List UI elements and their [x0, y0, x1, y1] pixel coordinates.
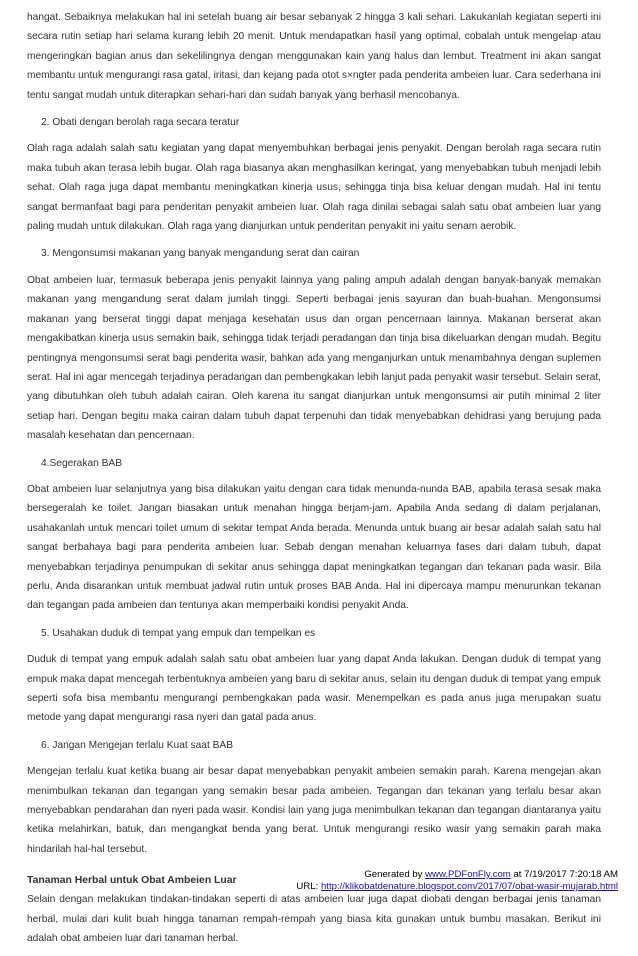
paragraph-mengejan: Mengejan terlalu kuat ketika buang air besar dapat menyebabkan penyakit ambeien semakin parah. Karena mengejan akan menimbulkan tekanan dan tegangan yang semakin besar pada ambeien. Tegangan dan tekanan yang terlalu besar akan menyebabkan pendarahan dan nyeri pada wasir. Kondisi lain yang juga menimbulkan tekanan dan tegangan diantaranya yaitu ketika melahirkan, batuk, dan mengangkat benda yang berat. Untuk mengurangi resiko wasir yang semakin parah maka hindarilah hal-hal tersebut.: [27, 766, 601, 855]
list-item-2: 2. Obati dengan berolah raga secara teratur: [41, 117, 240, 129]
paragraph-olahraga: Olah raga adalah salah satu kegiatan yang dapat menyembuhkan berbagai jenis penyakit. Dengan berolah raga secara rutin maka tubuh akan terasa lebih bugar. Olah raga biasanya akan menghasilkan keringat, yang menyebabkan tubuh menjadi lebih sehat. Olah raga juga dapat membantu meningkatkan kinerja usus, sehingga tinja bisa keluar dengan mudah. Hal ini tentu sangat bermanfaat bagi para penderitan penyakit ambeien luar. Olah raga dinilai sebagai salah satu obat ambeien luar yang paling mudah untuk dilakukan. Olah raga yang dianjurkan untuk penderitan penyakit ini yaitu senam aerobik.: [27, 143, 601, 233]
pdf-footer: [296, 869, 618, 893]
generated-timestamp: at 7/19/2017 7:20:18 AM: [510, 869, 618, 880]
document-body: [27, 8, 601, 956]
list-item-4: 4.Segerakan BAB: [41, 457, 122, 469]
list-item-6: 6. Jangan Mengejan terlalu Kuat saat BAB: [41, 739, 233, 751]
url-line: [296, 881, 618, 893]
source-url-link[interactable]: http://klikobatdenature.blogspot.com/2017/07/obat-wasir-mujarab.html: [320, 881, 618, 892]
paragraph-herbal: Selain dengan melakukan tindakan-tindakan seperti di atas ambeien luar juga dapat diobati dengan berbagai jenis tanaman herbal, mulai dari kulit buah hingga tanaman rempah-rempah yang biasa kita gunakan untuk bumbu masakan. Berikut ini adalah obat ambeien luar dari tanaman herbal.: [27, 894, 601, 945]
paragraph-serat: Obat ambeien luar, termasuk beberapa jenis penyakit lainnya yang paling ampuh adalah dengan banyak-banyak memakan makanan yang mengandung serat dalam jumlah tinggi. Seperti berbagai jenis sayuran dan buah-buahan. Mengonsumsi makanan yang berserat tinggi dapat menjaga kesehatan usus dan organ pencernaan lainnya. Makanan berserat akan mengakibatkan kinerja usus semakin baik, sehingga tidak terjadi peradangan dan tinja bisa dikeluarkan dengan mudah. Begitu pentingnya mengonsumsi serat bagi penderita wasir, bahkan ada yang menganjurkan untuk menambahnya dengan suplemen serat. Hal ini agar mencegah terjadinya peradangan dan pembengkakan lebih lanjut pada penyakit wasir tersebut. Selain serat, yang dibutuhkan oleh tubuh adalah cairan. Oleh karena itu sangat dianjurkan untuk mengonsumsi air putih minimal 2 liter setiap hari. Dengan begitu maka cairan dalam tubuh dapat terpenuhi dan tidak menyebabkan dehidrasi yang berujung pada masalah kesehatan dan pencernaan.: [27, 274, 601, 442]
list-item-3: 3. Mengonsumsi makanan yang banyak mengandung serat dan cairan: [41, 248, 360, 260]
generated-line: [296, 869, 618, 881]
pdfonfly-link[interactable]: www.PDFonFly.com: [425, 869, 511, 880]
paragraph-intro: hangat. Sebaiknya melakukan hal ini setelah buang air besar sebanyak 2 hingga 3 kali sehari. Lakukanlah kegiatan seperti ini secara rutin setiap hari selama kurang lebih 20 menit. Untuk mendapatkan hasil yang optimal, cobalah untuk mengelap atau mengeringkan bagian anus dan sekelilingnya dengan menggunakan kain yang halus dan lembut. Treatment ini akan sangat membantu untuk mengurangi rasa gatal, iritasi, dan kejang pada otot s×ngter pada penderita ambeien luar. Cara sederhana ini tentu sangat mudah untuk diterapkan sehari-hari dan sudah banyak yang berhasil mencobanya.: [27, 12, 601, 101]
url-prefix: URL:: [296, 881, 321, 892]
section-heading: Tanaman Herbal untuk Obat Ambeien Luar: [27, 875, 237, 887]
paragraph-duduk: Duduk di tempat yang empuk adalah salah satu obat ambeien luar yang dapat Anda lakukan. Dengan duduk di tempat yang empuk maka dapat mencegah terbentuknya ambeien yang baru di sekitar anus, selain itu dengan duduk di tempat yang empuk seperti sofa bisa membantu mengurangi pembengkakan pada wasir. Menempelkan es pada anus juga merupakan suatu metode yang dapat mengurangi rasa nyeri dan gatal pada anus.: [27, 654, 601, 724]
list-item-5: 5. Usahakan duduk di tempat yang empuk dan tempelkan es: [41, 627, 316, 639]
generated-prefix: Generated by: [364, 869, 426, 880]
paragraph-bab: Obat ambeien luar selanjutnya yang bisa dilakukan yaitu dengan cara tidak menunda-nunda BAB, apabila terasa sesak maka bersegeralah ke toilet. Jangan biasakan untuk menahan hingga berjam-jam. Apabila Anda sedang di dalam perjalanan, usahakanlah untuk mencari toilet umum di sekitar tempat Anda berada. Menunda untuk buang air besar adalah salah satu hal sangat berbahaya bagi para penderita ambeien luar. Sebab dengan menahan keluarnya fases dari dalam tubuh, dapat menyebabkan terjadinya penumpukan di sekitar anus sehingga dapat meningkatkan tegangan dan tekanan pada wasir. Bila perlu, Anda disarankan untuk membuat jadwal rutin untuk proses BAB Anda. Hal ini dipercaya mampu menurunkan tekanan dan tegangan pada ambeien dan tentunya akan memperbaiki kondisi penyakit Anda.: [27, 483, 601, 612]
